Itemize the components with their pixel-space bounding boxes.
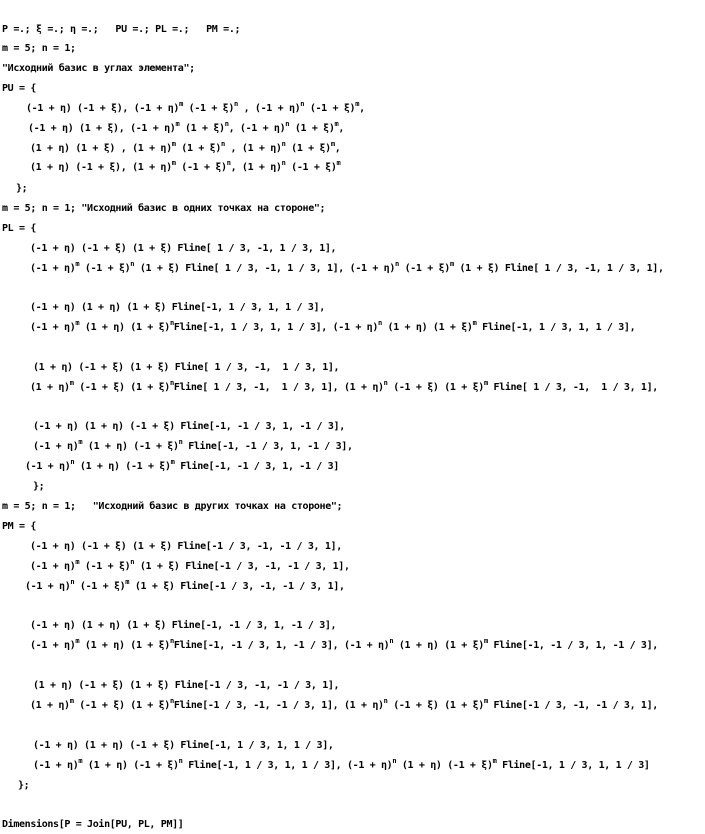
code-line-pm-4a <box>33 740 334 752</box>
exponent: n <box>383 697 388 705</box>
code-text: (-1 + η) <box>25 461 71 472</box>
code-text: (1 + ξ) <box>285 143 331 154</box>
code-line-pu-row-1 <box>26 100 365 115</box>
code-line-dimensions <box>2 819 183 831</box>
exponent: n <box>226 159 231 167</box>
code-text: (1 + ξ) Fline[ 1 / 3, -1, 1 / 3, 1], <box>453 263 664 274</box>
exponent: n <box>70 578 75 586</box>
code-line-pm-1c <box>25 578 345 593</box>
exponent: m <box>69 379 74 387</box>
exponent: m <box>75 637 80 645</box>
exponent: m <box>171 159 176 167</box>
exponent: n <box>234 100 238 108</box>
exponent: m <box>78 757 83 765</box>
code-text: PM = { <box>2 521 37 532</box>
code-text: }; <box>16 183 28 194</box>
exponent: m <box>75 319 80 327</box>
code-line-pl-open <box>2 223 36 235</box>
code-text: (1 + ξ) Fline[-1 / 3, -1, -1 / 3, 1], <box>134 561 350 572</box>
code-text: , (-1 + η) <box>237 103 301 114</box>
code-line-pm-3b <box>30 697 658 712</box>
code-text: "Исходний базис в углах элемента"; <box>2 63 195 74</box>
code-text: (-1 + η) (1 + η) (-1 + ξ) Fline[-1, 1 / 3, 1, 1 / 3], <box>33 740 334 751</box>
code-text: , (1 + η) <box>224 143 282 154</box>
code-line-pm-open <box>2 521 36 533</box>
code-text: (1 + η) (-1 + ξ) <box>74 461 171 472</box>
code-line-set-mn-1 <box>2 43 76 55</box>
exponent: m <box>334 120 339 128</box>
code-text: (1 + η) (-1 + ξ) (1 + ξ) Fline[ 1 / 3, -1, 1 / 3, 1], <box>33 362 340 373</box>
code-text: , <box>338 123 345 134</box>
code-text: Fline[ 1 / 3, -1, 1 / 3, 1], (1 + η) <box>173 382 384 393</box>
exponent: n <box>130 260 135 268</box>
code-text: (-1 + ξ) <box>285 162 337 173</box>
code-text: (-1 + ξ) <box>398 263 450 274</box>
code-text: (-1 + ξ) <box>304 103 356 114</box>
code-text: P =.; ξ =.; η =.; PU =.; PL =.; PM =.; <box>2 24 241 35</box>
code-text: (-1 + ξ) <box>79 561 131 572</box>
exponent: n <box>392 757 397 765</box>
code-text: PU = { <box>2 83 37 94</box>
code-text: (1 + ξ) <box>175 143 222 154</box>
exponent: n <box>383 379 388 387</box>
code-line-pm-close <box>18 780 29 792</box>
code-text: m = 5; n = 1; "Исходний базис в одних точках на стороне"; <box>2 203 326 214</box>
code-text: (-1 + η) <box>30 640 76 651</box>
code-text: (1 + η) <box>30 700 70 711</box>
code-line-pm-4b <box>33 757 650 772</box>
exponent: n <box>169 637 174 645</box>
code-line-pl-2b <box>30 319 636 334</box>
exponent: n <box>70 458 75 466</box>
exponent: m <box>472 319 477 327</box>
code-text: Fline[ 1 / 3, -1, 1 / 3, 1], <box>487 382 658 393</box>
code-line-pm-2b <box>30 637 658 652</box>
code-text: Fline[-1, -1 / 3, 1, -1 / 3], <box>182 441 353 452</box>
code-line-pu-row-2 <box>28 120 345 135</box>
code-text: (1 + η) (-1 + ξ) <box>82 441 179 452</box>
code-text: (-1 + η) <box>33 441 79 452</box>
code-line-pu-open <box>2 83 36 95</box>
code-text: Dimensions[P = Join[PU, PL, PM]] <box>2 819 184 830</box>
code-text: (-1 + η) (1 + ξ), (-1 + η) <box>28 123 176 134</box>
code-text: (-1 + η) <box>30 322 76 333</box>
code-text: (1 + ξ) <box>179 123 225 134</box>
code-text: Fline[-1, -1 / 3, 1, -1 / 3], <box>487 640 658 651</box>
code-text: (1 + ξ) Fline[-1 / 3, -1, -1 / 3, 1], <box>129 581 345 592</box>
code-line-pu-row-3 <box>30 140 341 155</box>
exponent: n <box>169 379 174 387</box>
code-line-pl-close <box>33 481 44 493</box>
code-text: (1 + ξ) <box>289 123 335 134</box>
code-text: (-1 + ξ) <box>74 581 126 592</box>
code-text: (1 + η) (1 + ξ) <box>381 322 473 333</box>
exponent: n <box>285 120 290 128</box>
exponent: n <box>281 140 286 148</box>
exponent: m <box>78 438 83 446</box>
exponent: n <box>300 100 305 108</box>
exponent: m <box>449 260 454 268</box>
code-text: , (1 + η) <box>230 162 282 173</box>
code-line-pu-row-4 <box>30 159 341 174</box>
code-line-comment-corners <box>2 63 195 75</box>
code-text: (-1 + η) (1 + η) (1 + ξ) Fline[-1, -1 / 3, 1, -1 / 3], <box>30 620 337 631</box>
exponent: m <box>75 260 80 268</box>
code-text: (1 + η) (-1 + ξ), (1 + η) <box>30 162 172 173</box>
code-text: Fline[-1, 1 / 3, 1, 1 / 3], <box>476 322 636 333</box>
code-text: , <box>359 103 365 114</box>
exponent: n <box>224 120 229 128</box>
code-text: (1 + ξ) Fline[ 1 / 3, -1, 1 / 3, 1], (-1 + η) <box>134 263 396 274</box>
code-line-pm-2a <box>30 620 336 632</box>
code-text: (-1 + ξ) (1 + ξ) <box>387 382 484 393</box>
code-text: (-1 + ξ) <box>182 103 235 114</box>
code-text: (-1 + η) (-1 + ξ) (1 + ξ) Fline[ 1 / 3, -1, 1 / 3, 1], <box>30 243 337 254</box>
code-text: (-1 + ξ) <box>79 263 131 274</box>
exponent: m <box>492 757 497 765</box>
code-line-pl-4c <box>25 458 339 473</box>
code-text: Fline[-1, 1 / 3, 1, 1 / 3], (-1 + η) <box>173 322 378 333</box>
code-text: (1 + η) (1 + ξ) <box>79 322 170 333</box>
code-text: Fline[-1 / 3, -1, -1 / 3, 1], <box>487 700 658 711</box>
exponent: n <box>389 637 394 645</box>
code-text: Fline[-1, -1 / 3, 1, -1 / 3] <box>174 461 339 472</box>
code-text: (-1 + η) (1 + η) (1 + ξ) Fline[-1, 1 / 3, 1, 1 / 3], <box>30 302 325 313</box>
exponent: n <box>395 260 399 268</box>
exponent: m <box>69 697 74 705</box>
exponent: n <box>378 319 382 327</box>
code-text: m = 5; n = 1; <box>2 43 76 54</box>
code-text: (-1 + ξ) (1 + ξ) <box>73 382 170 393</box>
code-line-pl-4b <box>33 438 353 453</box>
code-text: (-1 + ξ) <box>175 162 227 173</box>
exponent: n <box>178 438 183 446</box>
code-line-pl-1b <box>30 260 664 275</box>
code-line-pl-1a <box>30 243 336 255</box>
code-line-pl-2a <box>30 302 325 314</box>
code-text: Fline[-1, 1 / 3, 1, 1 / 3], (-1 + η) <box>182 760 393 771</box>
code-text: (-1 + η) <box>25 581 71 592</box>
code-text: (-1 + ξ) (1 + ξ) <box>387 700 484 711</box>
exponent: m <box>125 578 130 586</box>
code-text: (1 + η) (1 + ξ) , (1 + η) <box>30 143 172 154</box>
code-text: Fline[-1, 1 / 3, 1, 1 / 3] <box>496 760 650 771</box>
exponent: m <box>330 140 335 148</box>
code-text: (1 + η) (1 + ξ) <box>79 640 170 651</box>
code-line-pm-1b <box>30 558 350 573</box>
exponent: m <box>483 697 488 705</box>
code-text: , (-1 + η) <box>228 123 286 134</box>
code-text: (-1 + η) (-1 + ξ), (-1 + η) <box>26 103 180 114</box>
code-line-pu-close <box>16 183 27 195</box>
exponent: m <box>75 558 80 566</box>
exponent: m <box>483 379 488 387</box>
code-text: (-1 + η) (1 + η) (-1 + ξ) Fline[-1, -1 / 3, 1, -1 / 3], <box>33 421 345 432</box>
code-text: m = 5; n = 1; "Исходний базис в других точках на стороне"; <box>2 501 343 512</box>
exponent: n <box>169 319 174 327</box>
code-text: , <box>334 143 341 154</box>
code-text: (-1 + η) <box>30 561 76 572</box>
code-text: Fline[-1 / 3, -1, -1 / 3, 1], (1 + η) <box>173 700 384 711</box>
exponent: m <box>179 100 183 108</box>
code-line-pl-3b <box>30 379 658 394</box>
code-text: (1 + η) (-1 + ξ) (1 + ξ) Fline[-1 / 3, -1, -1 / 3, 1], <box>33 680 340 691</box>
exponent: m <box>175 120 180 128</box>
code-text: }; <box>18 780 30 791</box>
code-text: (1 + η) (-1 + ξ) <box>82 760 179 771</box>
code-text: (-1 + ξ) (1 + ξ) <box>73 700 170 711</box>
code-line-pm-3a <box>33 680 339 692</box>
code-text: (1 + η) <box>30 382 70 393</box>
code-text: (1 + η) (-1 + ξ) <box>396 760 493 771</box>
exponent: n <box>178 757 183 765</box>
exponent: m <box>170 458 175 466</box>
code-text: PL = { <box>2 223 37 234</box>
exponent: m <box>336 159 341 167</box>
code-text: }; <box>33 481 45 492</box>
code-line-pm-1a <box>30 541 342 553</box>
exponent: m <box>483 637 488 645</box>
code-text: Fline[-1, -1 / 3, 1, -1 / 3], (-1 + η) <box>173 640 390 651</box>
exponent: n <box>130 558 135 566</box>
code-line-clear <box>2 24 240 36</box>
code-text: (-1 + η) <box>30 263 76 274</box>
code-line-pl-3a <box>33 362 339 374</box>
code-line-set-mn-2 <box>2 203 325 215</box>
code-line-set-mn-3 <box>2 501 342 513</box>
exponent: m <box>355 100 360 108</box>
code-text: (1 + η) (1 + ξ) <box>393 640 484 651</box>
code-line-pl-4a <box>33 421 345 433</box>
code-text: (-1 + η) (-1 + ξ) (1 + ξ) Fline[-1 / 3, -1, -1 / 3, 1], <box>30 541 342 552</box>
exponent: m <box>171 140 176 148</box>
code-text: (-1 + η) <box>33 760 79 771</box>
exponent: n <box>221 140 225 148</box>
exponent: n <box>281 159 286 167</box>
exponent: n <box>169 697 174 705</box>
